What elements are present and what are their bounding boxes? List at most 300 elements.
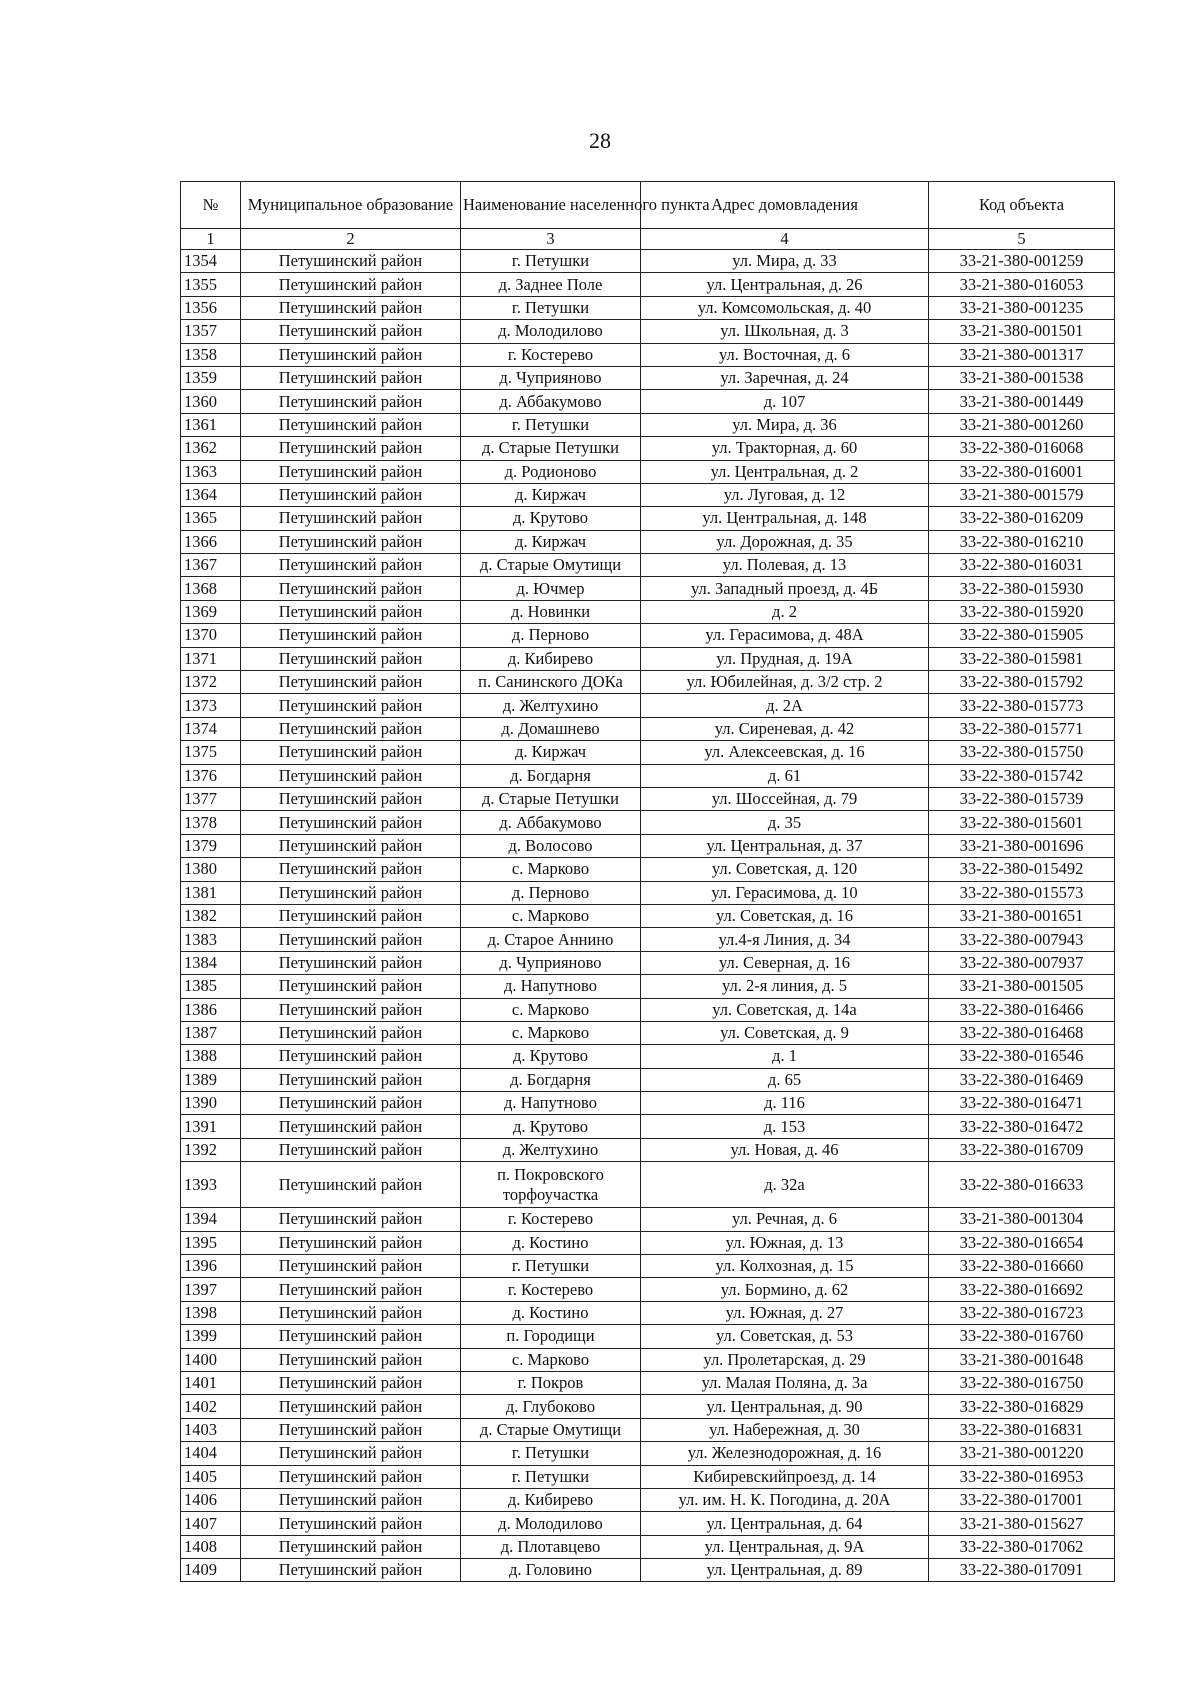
- address-cell: ул. Северная, д. 16: [641, 951, 929, 974]
- address-cell: ул. Алексеевская, д. 16: [641, 741, 929, 764]
- municipality-cell: Петушинский район: [241, 320, 461, 343]
- address-cell: ул. Сиреневая, д. 42: [641, 717, 929, 740]
- object-code-cell: 33-21-380-001651: [929, 904, 1115, 927]
- table-row: [181, 577, 1115, 600]
- header-object-code: Код объекта: [929, 182, 1115, 229]
- settlement-cell: д. Старые Петушки: [461, 437, 641, 460]
- address-cell: ул. Центральная, д. 89: [641, 1559, 929, 1582]
- table-row: [181, 483, 1115, 506]
- row-number: 1366: [181, 530, 241, 553]
- row-number: 1377: [181, 787, 241, 810]
- table-row: [181, 694, 1115, 717]
- object-code-cell: 33-21-380-001260: [929, 413, 1115, 436]
- address-cell: ул. Пролетарская, д. 29: [641, 1348, 929, 1371]
- settlement-cell: с. Марково: [461, 858, 641, 881]
- row-number: 1401: [181, 1371, 241, 1394]
- row-number: 1388: [181, 1045, 241, 1068]
- column-index: 1: [181, 229, 241, 250]
- settlement-cell: д. Кибирево: [461, 647, 641, 670]
- address-cell: ул. Советская, д. 14а: [641, 998, 929, 1021]
- municipality-cell: Петушинский район: [241, 1021, 461, 1044]
- row-number: 1375: [181, 741, 241, 764]
- column-index: 4: [641, 229, 929, 250]
- settlement-cell: п. Городищи: [461, 1325, 641, 1348]
- row-number: 1387: [181, 1021, 241, 1044]
- table-row: [181, 928, 1115, 951]
- column-index: 5: [929, 229, 1115, 250]
- table-row: [181, 1138, 1115, 1161]
- settlement-cell: д. Желтухино: [461, 694, 641, 717]
- table-row: [181, 413, 1115, 436]
- table-row: [181, 1559, 1115, 1582]
- row-number: 1357: [181, 320, 241, 343]
- object-code-cell: 33-22-380-016760: [929, 1325, 1115, 1348]
- address-cell: ул. Новая, д. 46: [641, 1138, 929, 1161]
- settlement-cell: с. Марково: [461, 998, 641, 1021]
- settlement-cell: д. Чуприяново: [461, 951, 641, 974]
- row-number: 1409: [181, 1559, 241, 1582]
- address-cell: д. 32а: [641, 1162, 929, 1208]
- object-code-cell: 33-22-380-016468: [929, 1021, 1115, 1044]
- row-number: 1398: [181, 1301, 241, 1324]
- table-row: [181, 1535, 1115, 1558]
- table-row: [181, 624, 1115, 647]
- settlement-cell: д. Перново: [461, 624, 641, 647]
- address-cell: ул. Бормино, д. 62: [641, 1278, 929, 1301]
- object-code-cell: 33-22-380-016471: [929, 1092, 1115, 1115]
- address-cell: ул. Западный проезд, д. 4Б: [641, 577, 929, 600]
- object-code-cell: 33-22-380-015773: [929, 694, 1115, 717]
- municipality-cell: Петушинский район: [241, 1325, 461, 1348]
- object-code-cell: 33-21-380-001317: [929, 343, 1115, 366]
- object-code-cell: 33-22-380-016209: [929, 507, 1115, 530]
- settlement-cell: д. Аббакумово: [461, 811, 641, 834]
- settlement-cell: с. Марково: [461, 1021, 641, 1044]
- object-code-cell: 33-22-380-016692: [929, 1278, 1115, 1301]
- table-row: [181, 998, 1115, 1021]
- settlement-cell: д. Киржач: [461, 741, 641, 764]
- municipality-cell: Петушинский район: [241, 1535, 461, 1558]
- settlement-cell: г. Костерево: [461, 1208, 641, 1231]
- row-number: 1408: [181, 1535, 241, 1558]
- row-number: 1407: [181, 1512, 241, 1535]
- row-number: 1393: [181, 1162, 241, 1208]
- object-code-cell: 33-22-380-016654: [929, 1231, 1115, 1254]
- settlement-cell: д. Плотавцево: [461, 1535, 641, 1558]
- municipality-cell: Петушинский район: [241, 624, 461, 647]
- settlement-cell: г. Петушки: [461, 296, 641, 319]
- object-code-cell: 33-22-380-015573: [929, 881, 1115, 904]
- row-number: 1356: [181, 296, 241, 319]
- address-cell: д. 35: [641, 811, 929, 834]
- address-cell: ул.4-я Линия, д. 34: [641, 928, 929, 951]
- object-code-cell: 33-22-380-016723: [929, 1301, 1115, 1324]
- row-number: 1381: [181, 881, 241, 904]
- settlement-cell: п. Санинского ДОКа: [461, 671, 641, 694]
- settlement-cell: п. Покровского торфоучастка: [461, 1162, 641, 1208]
- settlement-cell: д. Молодилово: [461, 1512, 641, 1535]
- object-code-cell: 33-22-380-016953: [929, 1465, 1115, 1488]
- table-row: [181, 1092, 1115, 1115]
- object-code-cell: 33-22-380-016660: [929, 1255, 1115, 1278]
- settlement-cell: г. Костерево: [461, 1278, 641, 1301]
- row-number: 1362: [181, 437, 241, 460]
- table-row: [181, 1255, 1115, 1278]
- object-code-cell: 33-22-380-016750: [929, 1371, 1115, 1394]
- municipality-cell: Петушинский район: [241, 1115, 461, 1138]
- address-cell: ул. Мира, д. 36: [641, 413, 929, 436]
- municipality-cell: Петушинский район: [241, 250, 461, 273]
- municipality-cell: Петушинский район: [241, 1512, 461, 1535]
- address-cell: ул. Речная, д. 6: [641, 1208, 929, 1231]
- header-address: Адрес домовладения: [641, 182, 929, 229]
- row-number: 1392: [181, 1138, 241, 1161]
- address-cell: ул. Малая Поляна, д. 3а: [641, 1371, 929, 1394]
- municipality-cell: Петушинский район: [241, 858, 461, 881]
- municipality-cell: Петушинский район: [241, 1395, 461, 1418]
- row-number: 1383: [181, 928, 241, 951]
- municipality-cell: Петушинский район: [241, 904, 461, 927]
- row-number: 1396: [181, 1255, 241, 1278]
- object-code-cell: 33-22-380-015771: [929, 717, 1115, 740]
- settlement-cell: д. Костино: [461, 1301, 641, 1324]
- settlement-cell: д. Глубоково: [461, 1395, 641, 1418]
- table-row: [181, 717, 1115, 740]
- municipality-cell: Петушинский район: [241, 1278, 461, 1301]
- address-cell: д. 1: [641, 1045, 929, 1068]
- row-number: 1400: [181, 1348, 241, 1371]
- table-row: [181, 530, 1115, 553]
- municipality-cell: Петушинский район: [241, 1301, 461, 1324]
- municipality-cell: Петушинский район: [241, 1418, 461, 1441]
- table-column-index-row: [181, 229, 1115, 250]
- row-number: 1354: [181, 250, 241, 273]
- table-row: [181, 390, 1115, 413]
- municipality-cell: Петушинский район: [241, 881, 461, 904]
- row-number: 1379: [181, 834, 241, 857]
- table-row: [181, 858, 1115, 881]
- address-cell: ул. Шоссейная, д. 79: [641, 787, 929, 810]
- table-row: [181, 1465, 1115, 1488]
- settlement-cell: с. Марково: [461, 1348, 641, 1371]
- municipality-cell: Петушинский район: [241, 1488, 461, 1511]
- row-number: 1389: [181, 1068, 241, 1091]
- address-cell: д. 61: [641, 764, 929, 787]
- address-cell: ул. Центральная, д. 90: [641, 1395, 929, 1418]
- object-code-cell: 33-21-380-001304: [929, 1208, 1115, 1231]
- table-row: [181, 1512, 1115, 1535]
- municipality-cell: Петушинский район: [241, 647, 461, 670]
- settlement-cell: д. Кибирево: [461, 1488, 641, 1511]
- municipality-cell: Петушинский район: [241, 764, 461, 787]
- municipality-cell: Петушинский район: [241, 975, 461, 998]
- row-number: 1397: [181, 1278, 241, 1301]
- table-row: [181, 881, 1115, 904]
- object-code-cell: 33-21-380-001505: [929, 975, 1115, 998]
- object-code-cell: 33-22-380-016709: [929, 1138, 1115, 1161]
- settlement-cell: д. Головино: [461, 1559, 641, 1582]
- object-code-cell: 33-22-380-016031: [929, 554, 1115, 577]
- address-cell: ул. Центральная, д. 9А: [641, 1535, 929, 1558]
- table-row: [181, 1162, 1115, 1208]
- row-number: 1380: [181, 858, 241, 881]
- municipality-cell: Петушинский район: [241, 1208, 461, 1231]
- settlement-cell: г. Покров: [461, 1371, 641, 1394]
- municipality-cell: Петушинский район: [241, 366, 461, 389]
- municipality-cell: Петушинский район: [241, 507, 461, 530]
- settlement-cell: с. Марково: [461, 904, 641, 927]
- row-number: 1374: [181, 717, 241, 740]
- address-cell: ул. Герасимова, д. 48А: [641, 624, 929, 647]
- table-row: [181, 1278, 1115, 1301]
- row-number: 1376: [181, 764, 241, 787]
- municipality-cell: Петушинский район: [241, 1442, 461, 1465]
- municipality-cell: Петушинский район: [241, 1559, 461, 1582]
- table-row: [181, 951, 1115, 974]
- table-row: [181, 1115, 1115, 1138]
- table-row: [181, 1442, 1115, 1465]
- header-municipality: Муниципальное образование: [241, 182, 461, 229]
- object-code-cell: 33-22-380-007943: [929, 928, 1115, 951]
- settlement-cell: д. Желтухино: [461, 1138, 641, 1161]
- table-row: [181, 904, 1115, 927]
- row-number: 1360: [181, 390, 241, 413]
- address-cell: ул. Советская, д. 16: [641, 904, 929, 927]
- municipality-cell: Петушинский район: [241, 1092, 461, 1115]
- address-cell: ул. Южная, д. 27: [641, 1301, 929, 1324]
- object-code-cell: 33-21-380-001259: [929, 250, 1115, 273]
- table-row: [181, 1325, 1115, 1348]
- object-code-cell: 33-21-380-001501: [929, 320, 1115, 343]
- municipality-cell: Петушинский район: [241, 717, 461, 740]
- row-number: 1371: [181, 647, 241, 670]
- address-cell: ул. Советская, д. 53: [641, 1325, 929, 1348]
- table-row: [181, 741, 1115, 764]
- object-code-cell: 33-22-380-016210: [929, 530, 1115, 553]
- settlement-cell: д. Чуприяново: [461, 366, 641, 389]
- table-row: [181, 975, 1115, 998]
- object-code-cell: 33-22-380-017001: [929, 1488, 1115, 1511]
- object-code-cell: 33-21-380-001220: [929, 1442, 1115, 1465]
- table-row: [181, 1208, 1115, 1231]
- settlement-cell: д. Богдарня: [461, 764, 641, 787]
- object-code-cell: 33-22-380-015601: [929, 811, 1115, 834]
- address-cell: ул. Центральная, д. 148: [641, 507, 929, 530]
- address-cell: ул. им. Н. К. Погодина, д. 20А: [641, 1488, 929, 1511]
- object-code-cell: 33-22-380-015905: [929, 624, 1115, 647]
- object-code-cell: 33-21-380-015627: [929, 1512, 1115, 1535]
- municipality-cell: Петушинский район: [241, 554, 461, 577]
- row-number: 1385: [181, 975, 241, 998]
- object-code-cell: 33-22-380-015739: [929, 787, 1115, 810]
- object-code-cell: 33-22-380-016831: [929, 1418, 1115, 1441]
- municipality-cell: Петушинский район: [241, 437, 461, 460]
- table-row: [181, 1068, 1115, 1091]
- table-row: [181, 1488, 1115, 1511]
- header-settlement: Наименование населенного пункта: [461, 182, 641, 229]
- settlement-cell: д. Новинки: [461, 600, 641, 623]
- object-code-cell: 33-22-380-016466: [929, 998, 1115, 1021]
- object-code-cell: 33-22-380-016469: [929, 1068, 1115, 1091]
- row-number: 1369: [181, 600, 241, 623]
- row-number: 1364: [181, 483, 241, 506]
- table-body: [181, 250, 1115, 1582]
- table-row: [181, 320, 1115, 343]
- settlement-cell: д. Крутово: [461, 1045, 641, 1068]
- address-cell: ул. Полевая, д. 13: [641, 554, 929, 577]
- settlement-cell: д. Напутново: [461, 1092, 641, 1115]
- address-cell: д. 107: [641, 390, 929, 413]
- page-number: 28: [589, 128, 611, 153]
- municipality-cell: Петушинский район: [241, 1162, 461, 1208]
- settlement-cell: д. Перново: [461, 881, 641, 904]
- municipality-cell: Петушинский район: [241, 483, 461, 506]
- settlement-cell: г. Петушки: [461, 1442, 641, 1465]
- table-row: [181, 1231, 1115, 1254]
- settlement-cell: г. Костерево: [461, 343, 641, 366]
- address-cell: ул. Советская, д. 9: [641, 1021, 929, 1044]
- address-cell: ул. Школьная, д. 3: [641, 320, 929, 343]
- address-cell: Кибиревскийпроезд, д. 14: [641, 1465, 929, 1488]
- table-row: [181, 1371, 1115, 1394]
- address-cell: д. 65: [641, 1068, 929, 1091]
- object-code-cell: 33-22-380-015920: [929, 600, 1115, 623]
- object-code-cell: 33-21-380-001696: [929, 834, 1115, 857]
- object-code-cell: 33-22-380-016546: [929, 1045, 1115, 1068]
- row-number: 1390: [181, 1092, 241, 1115]
- registry-table: [180, 181, 1115, 1582]
- address-cell: ул. Железнодорожная, д. 16: [641, 1442, 929, 1465]
- municipality-cell: Петушинский район: [241, 413, 461, 436]
- object-code-cell: 33-22-380-015930: [929, 577, 1115, 600]
- object-code-cell: 33-22-380-015750: [929, 741, 1115, 764]
- municipality-cell: Петушинский район: [241, 741, 461, 764]
- municipality-cell: Петушинский район: [241, 1045, 461, 1068]
- table-row: [181, 343, 1115, 366]
- table-row: [181, 437, 1115, 460]
- table-row: [181, 273, 1115, 296]
- row-number: 1370: [181, 624, 241, 647]
- settlement-cell: г. Петушки: [461, 413, 641, 436]
- address-cell: ул. Набережная, д. 30: [641, 1418, 929, 1441]
- object-code-cell: 33-22-380-015742: [929, 764, 1115, 787]
- object-code-cell: 33-22-380-015981: [929, 647, 1115, 670]
- settlement-cell: д. Домашнево: [461, 717, 641, 740]
- address-cell: ул. Южная, д. 13: [641, 1231, 929, 1254]
- municipality-cell: Петушинский район: [241, 811, 461, 834]
- settlement-cell: д. Заднее Поле: [461, 273, 641, 296]
- table-row: [181, 811, 1115, 834]
- address-cell: ул. Центральная, д. 26: [641, 273, 929, 296]
- table-row: [181, 671, 1115, 694]
- object-code-cell: 33-22-380-016633: [929, 1162, 1115, 1208]
- address-cell: ул. Тракторная, д. 60: [641, 437, 929, 460]
- row-number: 1355: [181, 273, 241, 296]
- municipality-cell: Петушинский район: [241, 1068, 461, 1091]
- row-number: 1363: [181, 460, 241, 483]
- object-code-cell: 33-22-380-016068: [929, 437, 1115, 460]
- row-number: 1399: [181, 1325, 241, 1348]
- table-row: [181, 554, 1115, 577]
- object-code-cell: 33-22-380-015492: [929, 858, 1115, 881]
- row-number: 1391: [181, 1115, 241, 1138]
- table-row: [181, 250, 1115, 273]
- row-number: 1404: [181, 1442, 241, 1465]
- address-cell: д. 116: [641, 1092, 929, 1115]
- object-code-cell: 33-21-380-001579: [929, 483, 1115, 506]
- municipality-cell: Петушинский район: [241, 343, 461, 366]
- object-code-cell: 33-22-380-016001: [929, 460, 1115, 483]
- table-row: [181, 1045, 1115, 1068]
- row-number: 1395: [181, 1231, 241, 1254]
- municipality-cell: Петушинский район: [241, 1371, 461, 1394]
- address-cell: д. 153: [641, 1115, 929, 1138]
- settlement-cell: д. Старые Омутищи: [461, 554, 641, 577]
- table-header-row: [181, 182, 1115, 229]
- municipality-cell: Петушинский район: [241, 928, 461, 951]
- object-code-cell: 33-21-380-001648: [929, 1348, 1115, 1371]
- table-row: [181, 1301, 1115, 1324]
- header-number: №: [181, 182, 241, 229]
- settlement-cell: д. Ючмер: [461, 577, 641, 600]
- settlement-cell: д. Костино: [461, 1231, 641, 1254]
- settlement-cell: д. Старые Петушки: [461, 787, 641, 810]
- object-code-cell: 33-22-380-017062: [929, 1535, 1115, 1558]
- settlement-cell: д. Старое Аннино: [461, 928, 641, 951]
- municipality-cell: Петушинский район: [241, 998, 461, 1021]
- address-cell: ул. 2-я линия, д. 5: [641, 975, 929, 998]
- municipality-cell: Петушинский район: [241, 694, 461, 717]
- address-cell: ул. Восточная, д. 6: [641, 343, 929, 366]
- table-row: [181, 1348, 1115, 1371]
- table-row: [181, 1418, 1115, 1441]
- object-code-cell: 33-21-380-001538: [929, 366, 1115, 389]
- table-row: [181, 1395, 1115, 1418]
- object-code-cell: 33-22-380-015792: [929, 671, 1115, 694]
- row-number: 1394: [181, 1208, 241, 1231]
- table-row: [181, 647, 1115, 670]
- municipality-cell: Петушинский район: [241, 1138, 461, 1161]
- address-cell: ул. Комсомольская, д. 40: [641, 296, 929, 319]
- municipality-cell: Петушинский район: [241, 787, 461, 810]
- municipality-cell: Петушинский район: [241, 296, 461, 319]
- municipality-cell: Петушинский район: [241, 390, 461, 413]
- object-code-cell: 33-22-380-016472: [929, 1115, 1115, 1138]
- table-row: [181, 787, 1115, 810]
- municipality-cell: Петушинский район: [241, 1255, 461, 1278]
- municipality-cell: Петушинский район: [241, 671, 461, 694]
- municipality-cell: Петушинский район: [241, 273, 461, 296]
- address-cell: ул. Мира, д. 33: [641, 250, 929, 273]
- address-cell: ул. Советская, д. 120: [641, 858, 929, 881]
- table-row: [181, 764, 1115, 787]
- settlement-cell: д. Волосово: [461, 834, 641, 857]
- row-number: 1406: [181, 1488, 241, 1511]
- settlement-cell: д. Аббакумово: [461, 390, 641, 413]
- table-row: [181, 296, 1115, 319]
- settlement-cell: г. Петушки: [461, 1465, 641, 1488]
- row-number: 1405: [181, 1465, 241, 1488]
- row-number: 1382: [181, 904, 241, 927]
- address-cell: ул. Центральная, д. 64: [641, 1512, 929, 1535]
- address-cell: ул. Дорожная, д. 35: [641, 530, 929, 553]
- row-number: 1378: [181, 811, 241, 834]
- row-number: 1403: [181, 1418, 241, 1441]
- table-row: [181, 366, 1115, 389]
- row-number: 1386: [181, 998, 241, 1021]
- table-row: [181, 1021, 1115, 1044]
- column-index: 2: [241, 229, 461, 250]
